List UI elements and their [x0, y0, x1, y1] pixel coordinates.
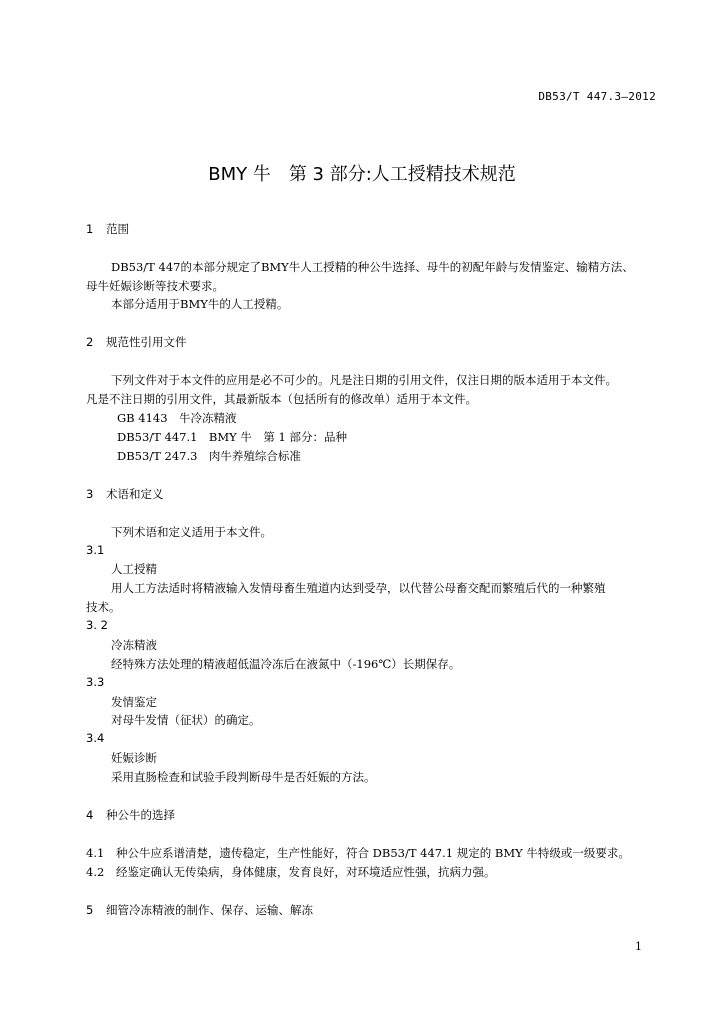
term-name: 发情鉴定	[111, 695, 157, 709]
reference-item: GB 4143 牛冷冻精液	[117, 411, 237, 425]
reference-item: DB53/T 447.1 BMY 牛 第 1 部分：品种	[117, 430, 348, 444]
term-definition: 经特殊方法处理的精液超低温冷冻后在液氮中（-196℃）长期保存。	[111, 657, 461, 671]
term-name: 妊娠诊断	[111, 751, 157, 765]
section-title: 规范性引用文件	[106, 335, 187, 349]
paragraph-line: 母牛妊娠诊断等技术要求。	[86, 279, 224, 293]
section-number: 2	[86, 335, 94, 349]
reference-item: DB53/T 247.3 肉牛养殖综合标准	[117, 449, 301, 463]
term-number: 3.3	[86, 675, 105, 689]
section-title: 细管冷冻精液的制作、保存、运输、解冻	[106, 903, 313, 917]
term-definition: 采用直肠检查和试验手段判断母牛是否妊娠的方法。	[111, 770, 376, 784]
paragraph-line: 下列术语和定义适用于本文件。	[111, 525, 272, 539]
page-number: 1	[635, 940, 642, 953]
section-5-heading	[86, 902, 313, 918]
term-number: 3.1	[86, 543, 105, 557]
paragraph-line: DB53/T 447的本部分规定了BMY牛人工授精的种公牛选择、母牛的初配年龄与发情鉴定、输精方法、	[111, 260, 634, 274]
clause-text: 经鉴定确认无传染病，身体健康，发育良好，对环境适应性强，抗病力强。	[116, 865, 496, 879]
section-title: 范围	[106, 222, 129, 236]
term-name: 冷冻精液	[111, 638, 157, 652]
section-number: 3	[86, 487, 94, 501]
section-title: 种公牛的选择	[106, 808, 175, 822]
term-number: 3.4	[86, 731, 105, 745]
term-number: 3. 2	[86, 618, 108, 632]
section-title: 术语和定义	[106, 487, 164, 501]
document-title: BMY 牛 第 3 部分:人工授精技术规范	[208, 164, 516, 185]
clause-text: 种公牛应系谱清楚，遗传稳定，生产性能好，符合 DB53/T 447.1 规定的 BMY 牛特级或一级要求。	[116, 846, 630, 860]
term-name: 人工授精	[111, 562, 157, 576]
section-number: 1	[86, 222, 94, 236]
clause-4-2	[86, 864, 496, 880]
section-1-heading	[86, 221, 129, 237]
standard-code: DB53/T 447.3—2012	[538, 90, 656, 103]
section-number: 4	[86, 808, 94, 822]
clause-number: 4.2	[86, 865, 105, 879]
section-4-heading	[86, 807, 175, 823]
paragraph-line: 凡是不注日期的引用文件，其最新版本（包括所有的修改单）适用于本文件。	[86, 392, 477, 406]
term-definition: 技术。	[86, 600, 121, 614]
section-2-heading	[86, 334, 187, 350]
term-definition: 对母牛发情（征状）的确定。	[111, 713, 261, 727]
section-number: 5	[86, 903, 94, 917]
clause-number: 4.1	[86, 846, 105, 860]
clause-4-1	[86, 845, 630, 861]
paragraph-line: 下列文件对于本文件的应用是必不可少的。凡是注日期的引用文件，仅注日期的版本适用于本文件。	[111, 373, 617, 387]
paragraph-line: 本部分适用于BMY牛的人工授精。	[111, 297, 289, 311]
term-definition: 用人工方法适时将精液输入发情母畜生殖道内达到受孕，以代替公母畜交配而繁殖后代的一种繁殖	[111, 581, 606, 595]
section-3-heading	[86, 486, 164, 502]
